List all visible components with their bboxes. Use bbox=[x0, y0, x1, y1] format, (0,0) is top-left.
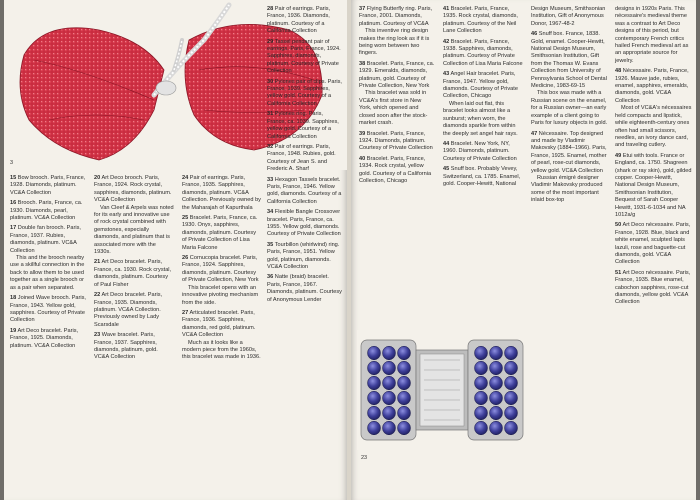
entry-note: This box was made with a Russian scene on the enamel, for a Russian owner—an early example of a client going to Paris for luxury objects in gold. bbox=[531, 90, 608, 127]
sapphire-stone bbox=[505, 361, 518, 375]
catalog-entry bbox=[94, 332, 174, 362]
catalog-entry bbox=[182, 215, 262, 252]
entry-text: Design Museum, Smithsonian Institution, Gift of Anonymous Donor, 1967-48-2 bbox=[531, 6, 606, 27]
catalog-entry bbox=[359, 156, 435, 186]
entry-text: Bow brooch. Paris, France, 1928. Diamonds, platinum. VC&A Collection bbox=[10, 175, 86, 196]
entry-text: Flexible Bangle Crossover bracelet. Paris, France, ca. 1955. Yellow gold, diamonds. Courtesy of Private Collection bbox=[267, 209, 341, 238]
sapphire-stone bbox=[505, 421, 518, 435]
sapphire-stone bbox=[368, 406, 381, 420]
entry-text: Bracelet. Paris, France, 1934. Rock crystal, yellow gold. Courtesy of a California Collection, Chicago bbox=[359, 155, 432, 184]
entry-text: Bracelet. Paris, France, ca. 1929. Emeralds, diamonds, platinum, gold. Courtesy of Private Collection, New York bbox=[359, 60, 435, 90]
entry-text: Bracelet. Paris, France, 1935. Rock crystal, diamonds, platinum. Courtesy of the Neil Lane Collection bbox=[443, 6, 518, 35]
entry-text: Articulated bracelet. Paris, France, 1936. Sapphires, diamonds, red gold, platinum. VC&A Collection bbox=[182, 309, 256, 339]
catalog-entry bbox=[359, 6, 435, 58]
catalog-entry bbox=[182, 255, 262, 307]
entry-text: Pair of earrings. Paris, France, 1935. Sapphires, diamonds, platinum. VC&A Collection. Previously owned by the Maharajah of Kapurthala bbox=[182, 175, 261, 211]
entry-number: 20 bbox=[94, 175, 101, 181]
entry-number: 40 bbox=[359, 155, 366, 162]
catalog-entry bbox=[359, 61, 435, 128]
catalog-entry bbox=[531, 6, 609, 28]
entry-text: Art Deco bracelet. Paris, France, 1925. Diamonds, platinum. VC&A Collection bbox=[10, 327, 79, 349]
entry-number: 48 bbox=[615, 68, 622, 75]
entry-text: Bracelet. Paris, France, ca. 1930. Onyx, sapphires, diamonds, platinum. Courtesy of Private Collection of Lisa Maria Falcone bbox=[182, 215, 258, 251]
catalog-entry bbox=[267, 39, 343, 76]
entry-text: Pylones ring. Paris, France, ca. 1939. Sapphires, yellow gold. Courtesy of a California Collection bbox=[267, 111, 339, 140]
entry-note: This inventive ring design makes the ring look as if it is being worn between two fingers. bbox=[359, 28, 430, 57]
sapphire-stone bbox=[383, 346, 396, 360]
catalog-entry bbox=[10, 200, 86, 222]
catalog-entry bbox=[267, 79, 343, 109]
catalog-entry bbox=[267, 274, 343, 304]
entry-number: 21 bbox=[94, 259, 101, 266]
entry-note: Van Cleef & Arpels was noted for its early and innovative use of rock crystal combined with gemstones, especially diamonds, and platinum that is associated more with the 1930s. bbox=[94, 204, 174, 256]
entry-text: Hexagon Tassels bracelet. Paris, France, 1946. Yellow gold, diamonds. Courtesy of a California Collection bbox=[267, 176, 342, 205]
catalog-entry bbox=[10, 175, 86, 197]
sapphire-stone bbox=[398, 421, 411, 435]
catalog-entry bbox=[531, 131, 609, 205]
entry-text: Art Deco nécessaire. Paris, France, 1928. Blue, black and white enamel, sculpted lapis lazuli, rose and baguette-cut diamonds, gold. VC&A Collection bbox=[615, 222, 691, 266]
entry-text: Flying Butterfly ring. Paris, France, 2001. Diamonds, platinum. Courtesy of VC&A bbox=[359, 6, 433, 27]
catalog-entry bbox=[443, 6, 523, 36]
entry-number: 15 bbox=[10, 175, 17, 181]
right-page bbox=[351, 0, 696, 500]
entry-text: Pylones pair of clips. Paris, France, 1939. Sapphires, yellow gold. Courtesy of a California Collection bbox=[267, 78, 342, 107]
entry-text: Cornucopia bracelet. Paris, France, 1924. Sapphires, diamonds, platinum. Courtesy of Private Collection, New York bbox=[182, 255, 259, 284]
sapphire-bracelet-image bbox=[357, 330, 527, 450]
catalog-entry bbox=[615, 68, 693, 149]
left-col-2 bbox=[94, 175, 174, 365]
catalog-entry bbox=[443, 71, 523, 138]
entry-text: Bracelet. Paris, France, 1938. Sapphires, diamonds, platinum. Courtesy of Private Collection of Lisa Maria Falcone bbox=[443, 38, 523, 67]
entry-note: Much as it looks like a modern piece from the 1960s, this bracelet was made in 1936. bbox=[182, 339, 261, 361]
catalog-entry bbox=[94, 175, 174, 256]
entry-text: Art Deco bracelet. Paris, France, ca. 1930. Rock crystal, diamonds, platinum. Courtesy of Paul Fisher bbox=[94, 259, 172, 288]
entry-number: 46 bbox=[531, 31, 538, 38]
sapphire-stone bbox=[505, 346, 518, 360]
entry-number: 19 bbox=[10, 327, 17, 334]
sapphire-stone bbox=[505, 391, 518, 405]
entry-number: 24 bbox=[182, 175, 189, 181]
sapphire-stone bbox=[383, 361, 396, 375]
entry-note: This and the brooch nearby use a skillful connection in the back to allow them to be used together as a single brooch or as a pair when separated. bbox=[10, 255, 85, 291]
entry-text: Etui with tools. France or England, ca. 1750. Shagreen (shark or ray skin), gold, gilded copper. Cooper-Hewitt, National Design Museum, Smithsonian Institution, Bequest of Sarah Cooper Hewitt, 1931-6-1034 and NA 1012a/g bbox=[615, 152, 692, 218]
entry-text: Brooch. Paris, France, ca. 1930. Diamonds, pearl, platinum. VC&A Collection bbox=[10, 200, 83, 222]
left-page bbox=[4, 0, 347, 500]
entry-text: Art Deco nécessaire. Paris, France, 1935. Blue enamel, cabochon sapphires, rose-cut diamonds, yellow gold. VC&A Collection bbox=[615, 269, 691, 306]
catalog-entry bbox=[531, 31, 609, 127]
entry-text: Nécessaire. Paris, France, 1926. Mauve jade, rubies, enamel, sapphires, emeralds, diamonds, gold. VC&A Collection bbox=[615, 68, 689, 104]
catalog-entry bbox=[267, 177, 343, 207]
entry-note: This bracelet opens with an innovative pivoting mechanism from the side. bbox=[182, 284, 259, 306]
entry-number: 16 bbox=[10, 200, 17, 207]
entry-number: 27 bbox=[182, 309, 189, 316]
entry-text: Natte (braid) bracelet. Paris, France, 1967. Diamonds, platinum. Courtesy of Anonymous Lender bbox=[267, 274, 342, 303]
left-col-4 bbox=[267, 6, 343, 307]
entry-text: Snuff box. France, 1838. Gold, enamel. Cooper-Hewitt, National Design Museum, Smithsonian Institution, Gift from the Thomas W. Evans Collection from University of Pennsylvania School of Dental Medicine, 1983-69-15 bbox=[531, 31, 607, 90]
entry-number: 47 bbox=[531, 130, 538, 137]
sapphire-stone bbox=[368, 421, 381, 435]
entry-number: 29 bbox=[267, 38, 274, 45]
sapphire-stone bbox=[383, 406, 396, 420]
entry-number: 22 bbox=[94, 292, 101, 299]
catalog-entry bbox=[94, 292, 174, 329]
entry-number: 38 bbox=[359, 60, 366, 67]
catalog-entry bbox=[182, 175, 262, 212]
catalog-entry bbox=[615, 6, 693, 65]
right-col-3 bbox=[531, 6, 609, 208]
sapphire-stone bbox=[368, 391, 381, 405]
sapphire-stone bbox=[398, 376, 411, 390]
entry-number: 32 bbox=[267, 143, 274, 150]
entry-number: 25 bbox=[182, 215, 189, 222]
entry-number: 34 bbox=[267, 209, 274, 216]
sapphire-stone bbox=[475, 391, 488, 405]
entry-number: 33 bbox=[267, 176, 274, 183]
sapphire-stone bbox=[383, 391, 396, 405]
catalog-entry bbox=[443, 141, 523, 163]
entry-note: This bracelet was sold in VC&A's first store in New York, which opened and closed soon after the stock-market crash. bbox=[359, 90, 428, 127]
sapphire-stone bbox=[475, 361, 488, 375]
sapphire-stone bbox=[475, 406, 488, 420]
entry-number: 45 bbox=[443, 166, 450, 173]
sapphire-stone bbox=[490, 361, 503, 375]
entry-text: designs in 1920s Paris. This nécessaire's medieval theme was a contrast to Art Deco designs of this period, but contemporary French critics hailed French medieval art as an appropriate source for jewelry. bbox=[615, 6, 689, 64]
entry-text: Nécessaire. Top designed and made by Vladimir Makovsky (1884–1966). Paris, France, 1925. Enamel, mother of pearl, rose-cut diamonds, yellow gold. VC&A Collection bbox=[531, 130, 607, 174]
left-page-number: 3 bbox=[10, 160, 14, 166]
entry-number: 36 bbox=[267, 274, 274, 281]
entry-text: Art Deco brooch. Paris, France, 1924. Rock crystal, sapphires, diamonds, platinum. VC&A Collection bbox=[94, 175, 172, 204]
sapphire-stone bbox=[398, 406, 411, 420]
catalog-entry bbox=[443, 39, 523, 69]
entry-number: 30 bbox=[267, 78, 274, 85]
sapphire-stone bbox=[490, 346, 503, 360]
catalog-entry bbox=[10, 295, 86, 325]
entry-number: 35 bbox=[267, 241, 274, 248]
catalog-entry bbox=[615, 222, 693, 266]
entry-number: 28 bbox=[267, 6, 274, 12]
entry-number: 39 bbox=[359, 130, 366, 137]
catalog-entry bbox=[94, 259, 174, 289]
sapphire-stone bbox=[398, 346, 411, 360]
sapphire-stone bbox=[490, 376, 503, 390]
sapphire-stone bbox=[368, 376, 381, 390]
entry-text: Tourbillon (whirlwind) ring. Paris, France, 1951. Yellow gold, platinum, diamonds. VC&A Collection bbox=[267, 241, 340, 270]
entry-text: Tassel pendant pair of earrings. Paris, France, 1924. Sapphires, diamonds, platinum. Courtesy of Private Collection bbox=[267, 38, 341, 75]
sapphire-stone bbox=[505, 406, 518, 420]
catalog-entry bbox=[267, 111, 343, 141]
entry-text: Bracelet. New York, NY, 1960. Diamonds, platinum. Courtesy of Private Collection bbox=[443, 140, 517, 162]
right-page-number: 23 bbox=[361, 455, 368, 461]
entry-text: Wave bracelet. Paris, France, 1937. Sapphires, diamonds, platinum, gold. VC&A Collection bbox=[94, 332, 158, 361]
entry-text: Art Deco bracelet. Paris, France, 1935. Diamonds, platinum. VC&A Collection. Previously owned by Lady Scarsdale bbox=[94, 292, 163, 328]
entry-note: When laid out flat, this bracelet looks almost like a sunburst; when worn, the diamonds sparkle from within the deeply set angel hair rays. bbox=[443, 100, 518, 137]
right-col-2 bbox=[443, 6, 523, 191]
sapphire-stone bbox=[505, 376, 518, 390]
sapphire-stone bbox=[398, 361, 411, 375]
sapphire-stone bbox=[368, 346, 381, 360]
entry-text: Pair of earrings. Paris, France, 1936. Diamonds, platinum. Courtesy of a California Collection bbox=[267, 6, 331, 35]
catalog-entry bbox=[10, 328, 86, 350]
catalog-entry bbox=[10, 225, 86, 292]
catalog-entry bbox=[359, 131, 435, 153]
catalog-entry bbox=[615, 270, 693, 307]
sapphire-stone bbox=[490, 406, 503, 420]
entry-number: 51 bbox=[615, 269, 622, 276]
entry-text: Joined Wave brooch. Paris, France, 1943. Yellow gold, sapphires. Courtesy of Private Collection bbox=[10, 295, 86, 324]
entry-number: 49 bbox=[615, 152, 622, 159]
catalog-entry bbox=[443, 166, 523, 188]
sapphire-stone bbox=[475, 421, 488, 435]
catalog-entry bbox=[267, 6, 343, 36]
entry-text: Angel Hair bracelet. Paris, France, 1947. Yellow gold, diamonds. Courtesy of Private Collection, Chicago bbox=[443, 71, 518, 100]
catalog-entry bbox=[267, 242, 343, 272]
entry-text: Bracelet. Paris, France, 1924. Diamonds, platinum. Courtesy of Private Collection bbox=[359, 130, 433, 152]
sapphire-stone bbox=[398, 391, 411, 405]
entry-text: Pair of earrings. Paris, France, 1948. Rubies, gold. Courtesy of Jean S. and Frederic A. Sharf bbox=[267, 143, 336, 173]
right-col-1 bbox=[359, 6, 435, 188]
entry-text: Double fan brooch. Paris, France, 1937. Rubies, diamonds, platinum. VC&A Collection bbox=[10, 225, 81, 254]
right-col-4 bbox=[615, 6, 693, 310]
left-col-3 bbox=[182, 175, 262, 365]
entry-number: 43 bbox=[443, 71, 450, 78]
sapphire-stone bbox=[475, 346, 488, 360]
entry-number: 23 bbox=[94, 332, 101, 339]
entry-number: 26 bbox=[182, 255, 189, 262]
left-col-1 bbox=[10, 175, 86, 353]
catalog-entry bbox=[267, 209, 343, 239]
entry-number: 17 bbox=[10, 225, 17, 232]
entry-note: Most of VC&A's nécessaires held compacts and lipstick, while eighteenth-century ones often had small scissors, needles, an ivory dance card, and traveling cutlery. bbox=[615, 105, 692, 149]
sapphire-stone bbox=[368, 361, 381, 375]
sapphire-stone bbox=[475, 376, 488, 390]
entry-number: 50 bbox=[615, 222, 622, 229]
entry-number: 44 bbox=[443, 140, 450, 147]
entry-number: 18 bbox=[10, 295, 17, 302]
sapphire-stone bbox=[383, 376, 396, 390]
entry-number: 31 bbox=[267, 111, 274, 118]
sapphire-stone bbox=[383, 421, 396, 435]
entry-number: 41 bbox=[443, 6, 450, 12]
entry-number: 42 bbox=[443, 38, 450, 45]
entry-text: Snuff box. Probably Vevey, Switzerland, ca. 1785. Enamel, gold. Cooper-Hewitt, National bbox=[443, 166, 521, 187]
sapphire-stone bbox=[490, 391, 503, 405]
entry-note: Russian émigré designer Vladimir Makovsky produced some of the most important inlaid box-top bbox=[531, 174, 603, 204]
sapphire-stone bbox=[490, 421, 503, 435]
catalog-entry bbox=[267, 144, 343, 174]
catalog-entry bbox=[182, 310, 262, 362]
entry-number: 37 bbox=[359, 6, 366, 12]
catalog-entry bbox=[615, 153, 693, 220]
